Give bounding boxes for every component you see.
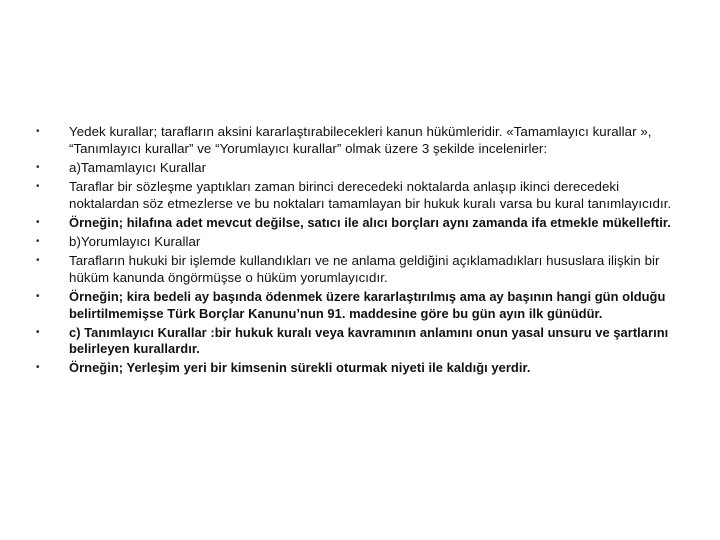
bullet-text: Örneğin; hilafına adet mevcut değilse, satıcı ile alıcı borçları aynı zamanda ifa etmekle mükelleftir. xyxy=(69,214,671,230)
bullet-dot-icon: • xyxy=(36,255,40,267)
bullet-item xyxy=(36,215,676,232)
bullet-item xyxy=(36,124,676,157)
bullet-text: Örneğin; Yerleşim yeri bir kimsenin sürekli oturmak niyeti ile kaldığı yerdir. xyxy=(69,360,531,376)
bullet-dot-icon: • xyxy=(36,235,40,247)
bullet-item xyxy=(36,289,676,322)
bullet-text: Taraflar bir sözleşme yaptıkları zaman birinci derecedeki noktalarda anlaşıp ikinci derecedeki noktalardan söz etmezlerse ve bu noktaları tamamlayan bir hukuk kuralı varsa bu kural tanımlayıcıdır. xyxy=(69,178,672,211)
bullet-dot-icon: • xyxy=(36,161,40,173)
bullet-item xyxy=(36,325,676,358)
bullet-dot-icon: • xyxy=(36,362,40,374)
bullet-text: Örneğin; kira bedeli ay başında ödenmek üzere kararlaştırılmış ama ay başının hangi gün olduğu belirtilmemişse Türk Borçlar Kanunu’nun 91. maddesine göre bu gün ayın ilk günüdür. xyxy=(69,288,666,321)
bullet-dot-icon: • xyxy=(36,180,40,192)
bullet-dot-icon: • xyxy=(36,326,40,338)
bullet-item xyxy=(36,360,676,377)
bullet-text: Yedek kurallar; tarafların aksini kararlaştırabilecekleri kanun hükümleridir. «Tamamlayıcı kurallar », “Tanımlayıcı kurallar” ve “Yorumlayıcı kurallar” olmak üzere 3 şekilde incelenirler: xyxy=(69,124,652,156)
bullet-text: b)Yorumlayıcı Kurallar xyxy=(69,233,201,249)
bullet-text: Tarafların hukuki bir işlemde kullandıkları ve ne anlama geldiğini açıklamadıkları hususlara ilişkin bir hüküm kanunda öngörmüşse o hüküm yorumlayıcıdır. xyxy=(69,253,660,285)
bullet-list xyxy=(36,124,676,380)
bullet-text: c) Tanımlayıcı Kurallar :bir hukuk kuralı veya kavramının anlamını onun yasal unsuru ve şartlarını belirleyen kurallardır. xyxy=(69,324,669,357)
bullet-dot-icon: • xyxy=(36,126,40,137)
bullet-text: a)Tamamlayıcı Kurallar xyxy=(69,159,207,175)
bullet-dot-icon: • xyxy=(36,290,40,302)
bullet-item xyxy=(36,160,676,177)
bullet-item xyxy=(36,179,676,212)
bullet-item xyxy=(36,253,676,286)
bullet-item xyxy=(36,234,676,251)
bullet-dot-icon: • xyxy=(36,216,40,228)
